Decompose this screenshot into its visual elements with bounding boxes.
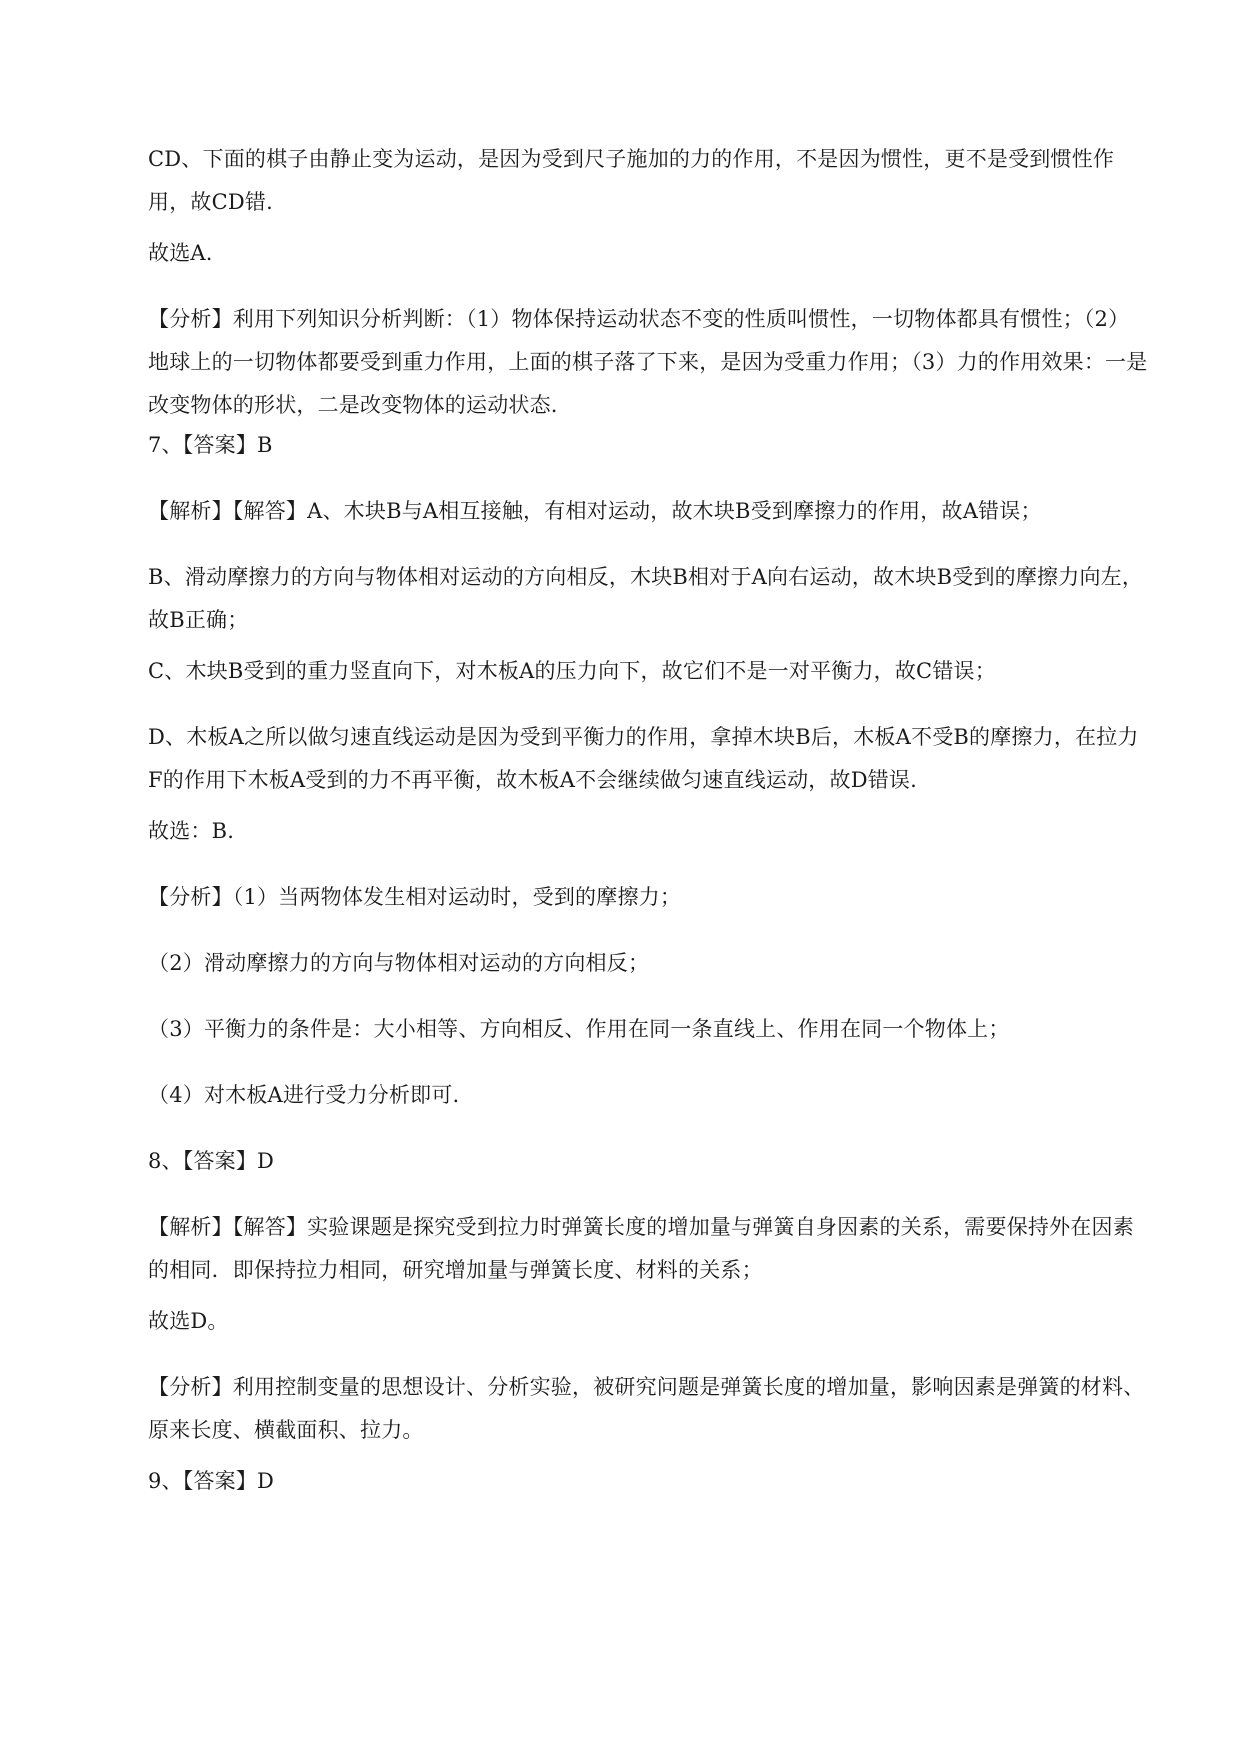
paragraph-analysis-7-4: （4）对木板A进行受力分析即可. [148,1083,460,1107]
paragraph-solution-7-d: D、木板A之所以做匀速直线运动是因为受到平衡力的作用，拿掉木块B后，木板A不受B的摩擦力，在拉力F的作用下木板A受到的力不再平衡，故木板A不会继续做匀速直线运动，故D错误. [148,725,1139,792]
paragraph-choose-a: 故选A. [148,241,213,265]
paragraph-analysis-8: 【分析】利用控制变量的思想设计、分析实验，被研究问题是弹簧长度的增加量，影响因素是弹簧的材料、原来长度、横截面积、拉力。 [148,1375,1145,1442]
paragraph-analysis-7-3: （3）平衡力的条件是：大小相等、方向相反、作用在同一条直线上、作用在同一个物体上； [148,1017,1010,1041]
answer-9-heading: 9、【答案】D [148,1469,275,1493]
answer-8-heading: 8、【答案】D [148,1149,275,1173]
paragraph-solution-7-a: 【解析】【解答】A、木块B与A相互接触，有相对运动，故木块B受到摩擦力的作用，故A错误； [148,499,1042,523]
paragraph-choose-b: 故选：B. [148,819,235,843]
paragraph-solution-8: 【解析】【解答】实验课题是探究受到拉力时弹簧长度的增加量与弹簧自身因素的关系，需要保持外在因素的相同．即保持拉力相同，研究增加量与弹簧长度、材料的关系； [148,1215,1134,1282]
answer-7-heading: 7、【答案】B [148,433,273,457]
paragraph-solution-7-c: C、木块B受到的重力竖直向下，对木板A的压力向下，故它们不是一对平衡力，故C错误； [148,659,996,683]
paragraph-solution-7-b: B、滑动摩擦力的方向与物体相对运动的方向相反，木块B相对于A向右运动，故木块B受到的摩擦力向左，故B正确； [148,565,1144,632]
paragraph-analysis-7-2: （2）滑动摩擦力的方向与物体相对运动的方向相反； [148,951,650,975]
paragraph-cd-explanation: CD、下面的棋子由静止变为运动，是因为受到尺子施加的力的作用，不是因为惯性，更不是受到惯性作用，故CD错. [148,147,1115,214]
paragraph-analysis-7-1: 【分析】（1）当两物体发生相对运动时，受到的摩擦力； [148,885,682,909]
paragraph-choose-d: 故选D。 [148,1309,229,1333]
paragraph-analysis-6: 【分析】利用下列知识分析判断：（1）物体保持运动状态不变的性质叫惯性，一切物体都具有惯性；（2）地球上的一切物体都要受到重力作用，上面的棋子落了下来，是因为受重力作用；（3）力的作用效果：一是改变物体的形状，二是改变物体的运动状态. [148,307,1148,417]
